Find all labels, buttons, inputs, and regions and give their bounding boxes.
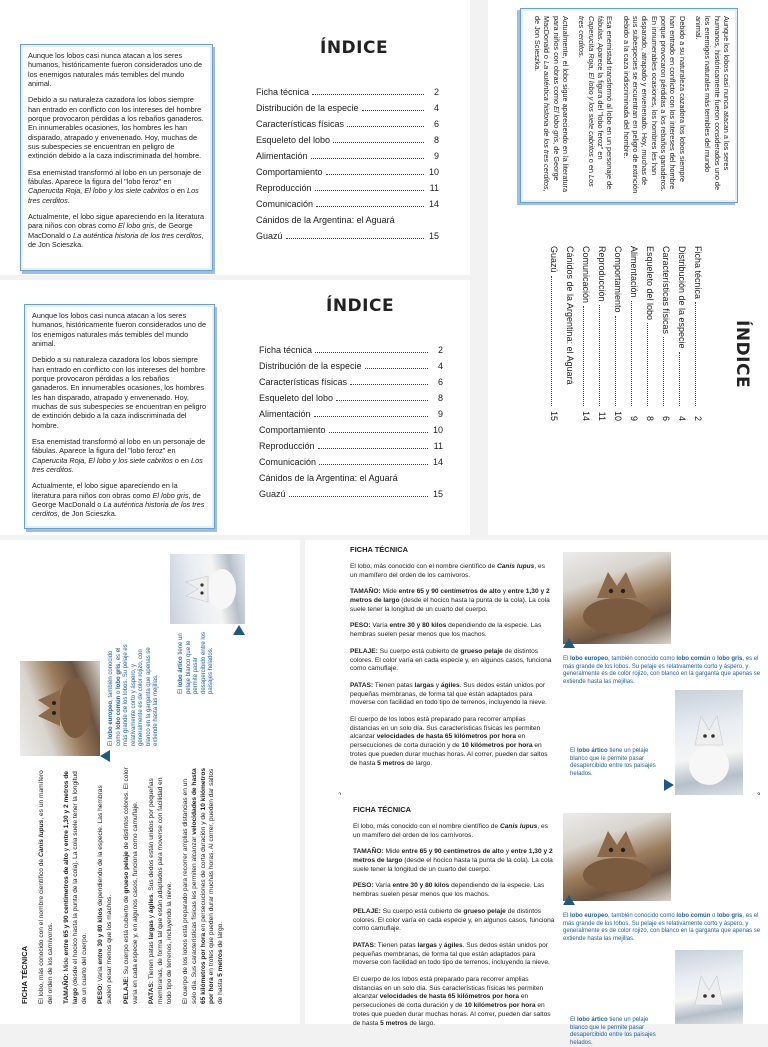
caption-pointer (233, 625, 245, 635)
index-last-row: Guazú 15 (549, 246, 559, 421)
spread-ficha-a (305, 540, 768, 802)
index-row (256, 167, 439, 183)
spread-ficha-b (305, 795, 768, 1046)
ficha-intro: El lobo, más conocido con el nombre científico de Canis lupus, es un mamífero del orden de los carnívoros. (37, 770, 54, 1004)
ficha-text (353, 805, 555, 1036)
index-row (259, 425, 443, 441)
wolf-illustration (675, 950, 743, 1024)
index-row-label: Comportamiento (613, 246, 623, 313)
index-row-page: 10 (432, 425, 443, 435)
intro-p3: Esa enemistad transformó al lobo en un personaje de fábulas. Aparece la figura del "lobo feroz" en Caperucita Roja, El lobo y los siete cabritos o en Los tres cerditos. (577, 16, 615, 190)
index-last-line1: Cánidos de la Argentina: el Aguará (256, 215, 395, 225)
ficha-patas: PATAS: Tienen patas largas y ágiles. Sus dedos están unidos por pequeñas membranas, de forma tal que están adaptados para moverse con facilidad en todo tipo de terrenos, incluyendo la nieve. (350, 681, 547, 707)
index-row-page: 11 (433, 441, 443, 451)
index-row (623, 246, 639, 421)
index-row (256, 135, 439, 151)
wolf-illustration (675, 690, 743, 798)
intro-p2: Debido a su naturaleza cazadora los lobos siempre han entrado en conflicto con los intereses del hombre porque provocaron pérdidas a los rebaños ganaderos. En innumerables ocasiones, los hombres les han disparado, atrapado y envenenado. Hoy, muchas de sus subespecies se encuentran en peligro de extinción debido a la caza indiscriminada del hombre. (28, 95, 204, 161)
index-row (671, 246, 687, 421)
index-row-label: Esqueleto del lobo (256, 135, 331, 145)
index-row-label: Ficha técnica (259, 345, 313, 355)
ficha-patas: PATAS: Tienen patas largas y ágiles. Sus dedos están unidos por pequeñas membranas, de forma tal que están adaptados para moverse con facilidad en todo tipo de terrenos, incluyendo la nieve. (148, 777, 173, 1004)
index-row-label: Distribución de la especie (259, 361, 362, 371)
index-row-page: 8 (437, 393, 443, 403)
index-row-label: Características físicas (256, 119, 345, 129)
index-row-label: Esqueleto del lobo (259, 393, 334, 403)
caption-pointer (563, 895, 575, 905)
index-row (256, 199, 439, 215)
index-row (256, 87, 439, 103)
ficha-intro: El lobo, más conocido con el nombre científico de Canis lupus, es un mamífero del orden de los carnívoros. (350, 562, 545, 579)
index-row (259, 345, 443, 361)
index-row (259, 409, 443, 425)
index-row-label: Esqueleto del lobo (645, 246, 655, 321)
ficha-title: FICHA TÉCNICA (350, 545, 409, 554)
ficha-tamano: TAMAÑO: Mide entre 65 y 90 centímetros de alto y entre 1,30 y 2 metros de largo (desde el hocico hasta la punta de la cola). La cola suele tener la longitud de un cuarto del cuerpo. (63, 771, 88, 1004)
index-items (259, 345, 443, 473)
ficha-title: FICHA TÉCNICA (353, 805, 412, 814)
intro-p3: Esa enemistad transformó al lobo en un personaje de fábulas. Aparece la figura del "lobo feroz" en Caperucita Roja, El lobo y los siete cabritos o en Los tres cerditos. (28, 167, 202, 205)
european-wolf-photo (20, 661, 100, 756)
index-row-label: Comunicación (259, 457, 317, 467)
index-row (655, 246, 671, 421)
index-row (256, 103, 439, 119)
arctic-wolf-photo (675, 690, 743, 798)
index-row-label: Reproducción (597, 246, 607, 302)
intro-p1: Aunque los lobos casi nunca atacan a los seres humanos, históricamente fueron considerados uno de los enemigos naturales más temibles del mundo animal. (694, 16, 731, 191)
ficha-cuerpo: El cuerpo de los lobos está preparado para recorrer amplias distancias en un solo día. Sus características físicas les permiten alcanzar velocidades de hasta 65 kilómetros por hora en persecuciones de corta duración y de 10 kilómetros por hora en trotes que pueden durar muchas horas. Al correr, pueden dar saltos de hasta 5 metros de largo. (353, 976, 551, 1027)
arctic-wolf-caption: El lobo ártico tiene un pelaje blanco que le permite pasar desapercibido entre los paisajes helados. (570, 748, 656, 777)
index-last-row: Guazú 15 (256, 231, 439, 241)
index-title: ÍNDICE (732, 320, 752, 389)
index-row (591, 246, 607, 421)
ficha-peso: PESO: Varía entre 30 y 80 kilos dependiendo de la especie. Las hembras suelen pesar menos que los machos. (350, 622, 542, 639)
index-row (607, 246, 623, 421)
european-wolf-photo (563, 813, 671, 901)
european-wolf-caption: El lobo europeo, también conocido como lobo común o lobo gris, es el más grande de los lobos. Su pelaje es relativamente corto y áspero, y generalmente es de color rojizo, con blanco en la garganta que apenas se extiende hasta las mejillas. (108, 644, 159, 746)
index-row (575, 246, 591, 421)
wolf-illustration (20, 661, 100, 756)
arctic-wolf-photo (170, 554, 245, 624)
index-row (259, 393, 443, 409)
intro-box (520, 8, 738, 203)
ficha-tamano: TAMAÑO: Mide entre 65 y 90 centímetros de alto y entre 1,30 y 2 metros de largo (desde el hocico hasta la punta de la cola). La cola suele tener la longitud de un cuarto del cuerpo. (353, 848, 553, 873)
index-row-page: 2 (437, 345, 443, 355)
index-row-page: 6 (437, 377, 443, 387)
index-row (256, 119, 439, 135)
spread-intro-index-rotated (488, 0, 768, 535)
index-title: ÍNDICE (320, 38, 389, 58)
european-wolf-caption: El lobo europeo, también conocido como lobo común o lobo gris, es el más grande de los lobos. Su pelaje es relativamente corto y áspero, y generalmente es de color rojizo, con blanco en la garganta que apenas se extiende hasta las mejillas. (563, 656, 761, 685)
rotated-ficha (0, 540, 300, 1024)
index-last-line1: Cánidos de la Argentina: el Aguará (565, 246, 575, 385)
spread-intro-index-a (0, 0, 470, 275)
index-row (259, 441, 443, 457)
index-row-page: 14 (581, 410, 591, 421)
index-row-label: Ficha técnica (693, 246, 703, 300)
index-row-page: 8 (433, 135, 439, 145)
index-row-label: Características físicas (661, 246, 671, 335)
intro-p4: Actualmente, el lobo sigue apareciendo en la literatura para niños con obras como El lobo gris, de George MacDonald o La auténtica historia de los tres cerditos, de Jon Scieszka. (533, 16, 571, 193)
intro-box (24, 304, 215, 529)
index-title: ÍNDICE (326, 296, 395, 316)
caption-pointer (100, 750, 110, 762)
index-list (543, 246, 703, 421)
index-row (639, 246, 655, 421)
index-row-page: 4 (677, 415, 687, 421)
arctic-wolf-caption: El lobo ártico tiene un pelaje blanco que le permite pasar desapercibido entre los paisajes helados. (178, 631, 214, 694)
intro-box (20, 44, 213, 271)
ficha-pelaje: PELAJE: Su cuerpo está cubierto de grueso pelaje de distintos colores. El color varía en cada especie y, en algunos casos, funciona como camuflaje. (353, 907, 555, 933)
index-row-page: 9 (433, 151, 439, 161)
index-row-label: Ficha técnica (256, 87, 310, 97)
index-row-page: 8 (645, 415, 655, 421)
index-items (575, 246, 703, 421)
wolf-illustration (563, 813, 671, 901)
index-row-page: 10 (613, 410, 623, 421)
ficha-pelaje: PELAJE: Su cuerpo está cubierto de grueso pelaje de distintos colores. El color varía en cada especie y, en algunos casos, funciona como camuflaje. (122, 767, 139, 1004)
european-wolf-caption: El lobo europeo, también conocido como lobo común o lobo gris, es el más grande de los lobos. Su pelaje es relativamente corto y áspero, y generalmente es de color rojizo, con blanco en la garganta que apenas se extiende hasta las mejillas. (563, 913, 761, 942)
intro-p2: Debido a su naturaleza cazadora los lobos siempre han entrado en conflicto con los intereses del hombre porque provocaron pérdidas a los rebaños ganaderos. En innumerables ocasiones, los hombres les han disparado, atrapado y envenenado. Hoy, muchas de sus subespecies se encuentran en peligro de extinción debido a la caza indiscriminada del hombre. (621, 16, 687, 194)
index-row-label: Comunicación (256, 199, 314, 209)
index-row-page: 2 (693, 415, 703, 421)
index-row-label: Reproducción (259, 441, 315, 451)
index-row (256, 151, 439, 167)
intro-p3: Esa enemistad transformó al lobo en un personaje de fábulas. Aparece la figura del "lobo feroz" en Caperucita Roja, El lobo y los siete cabritos o en Los tres cerditos. (32, 436, 206, 474)
index-items (256, 87, 439, 215)
ficha-tamano: TAMAÑO: Mide entre 65 y 90 centímetros de alto y entre 1,30 y 2 metros de largo (desde el hocico hasta la punta de la cola). La cola suele tener la longitud de un cuarto del cuerpo. (350, 588, 550, 613)
index-row-label: Reproducción (256, 183, 312, 193)
ficha-cuerpo: El cuerpo de los lobos está preparado para recorrer amplias distancias en un solo día. Sus características físicas les permiten alcanzar velocidades de hasta 65 kilómetros por hora en persecuciones de corta duración y de 10 kilómetros por hora en trotes que pueden durar muchas horas. Al correr, pueden dar saltos de hasta 5 metros de largo. (350, 716, 548, 767)
index-row-page: 9 (437, 409, 443, 419)
index-list (259, 345, 443, 505)
index-last-line1: Cánidos de la Argentina: el Aguará (259, 473, 398, 483)
intro-p1: Aunque los lobos casi nunca atacan a los seres humanos, históricamente fueron considerados uno de los enemigos naturales más temibles del mundo animal. (28, 51, 203, 88)
ficha-pelaje: PELAJE: Su cuerpo está cubierto de grueso pelaje de distintos colores. El color varía en cada especie y, en algunos casos, funciona como camuflaje. (350, 647, 552, 673)
index-list (256, 87, 439, 247)
index-row-page: 6 (661, 415, 671, 421)
rotated-content (488, 0, 768, 530)
arctic-wolf-photo (675, 950, 743, 1024)
caption-pointer (563, 638, 575, 648)
ficha-patas: PATAS: Tienen patas largas y ágiles. Sus dedos están unidos por pequeñas membranas, de forma tal que están adaptados para moverse con facilidad en todo tipo de terrenos, incluyendo la nieve. (353, 941, 550, 967)
index-row-label: Comportamiento (256, 167, 323, 177)
index-row-label: Alimentación (256, 151, 308, 161)
index-row (256, 183, 439, 199)
index-row (687, 246, 703, 421)
index-row-label: Comportamiento (259, 425, 326, 435)
arctic-wolf-caption: El lobo ártico tiene un pelaje blanco que le permite pasar desapercibido entre los paisajes helados. (570, 1017, 656, 1046)
european-wolf-photo (563, 552, 671, 644)
index-row-page: 2 (433, 87, 439, 97)
index-row-page: 11 (597, 411, 607, 421)
index-row-label: Alimentación (629, 246, 639, 298)
ficha-text (350, 545, 553, 776)
ficha-intro: El lobo, más conocido con el nombre científico de Canis lupus, es un mamífero del orden de los carnívoros. (353, 822, 548, 839)
ficha-peso: PESO: Varía entre 30 y 80 kilos dependiendo de la especie. Las hembras suelen pesar menos que los machos. (97, 785, 114, 1004)
wolf-illustration (563, 552, 671, 644)
intro-p1: Aunque los lobos casi nunca atacan a los seres humanos, históricamente fueron considerados uno de los enemigos naturales más temibles del mundo animal. (32, 311, 207, 348)
index-row-label: Características físicas (259, 377, 348, 387)
ficha-text (20, 766, 234, 1004)
intro-p4: Actualmente, el lobo sigue apareciendo en la literatura para niños con obras como El lobo gris, de George MacDonald o La auténtica historia de los tres cerditos, de Jon Scieszka. (32, 481, 205, 519)
index-row-label: Alimentación (259, 409, 311, 419)
index-row-page: 4 (433, 103, 439, 113)
index-row-page: 14 (428, 199, 439, 209)
index-row-label: Distribución de la especie (677, 246, 687, 349)
index-row-label: Distribución de la especie (256, 103, 359, 113)
caption-pointer (664, 779, 674, 791)
index-row (259, 361, 443, 377)
intro-p4: Actualmente, el lobo sigue apareciendo en la literatura para niños con obras como El lobo gris, de George MacDonald o La auténtica historia de los tres cerditos, de Jon Scieszka. (28, 211, 205, 249)
index-row (259, 457, 443, 473)
index-row-page: 6 (433, 119, 439, 129)
index-row (259, 377, 443, 393)
wolf-illustration (170, 554, 245, 624)
index-row-page: 9 (629, 415, 639, 421)
index-last-row: Guazú 15 (259, 489, 443, 499)
index-row-page: 11 (429, 183, 439, 193)
ficha-title: FICHA TÉCNICA (20, 945, 29, 1004)
index-row-page: 14 (432, 457, 443, 467)
ficha-peso: PESO: Varía entre 30 y 80 kilos dependiendo de la especie. Las hembras suelen pesar menos que los machos. (353, 882, 545, 899)
spread-intro-index-b (0, 280, 470, 535)
index-row-page: 10 (428, 167, 439, 177)
index-row-page: 4 (437, 361, 443, 371)
spread-ficha-rotated (0, 540, 300, 1024)
intro-p2: Debido a su naturaleza cazadora los lobos siempre han entrado en conflicto con los intereses del hombre porque provocaron pérdidas a los rebaños ganaderos. En innumerables ocasiones, los hombres les han disparado, atrapado y envenenado. Hoy, muchas de sus subespecies se encuentran en peligro de extinción debido a la caza indiscriminada del hombre. (32, 355, 207, 430)
ficha-cuerpo: El cuerpo de los lobos está preparado para recorrer amplias distancias en un solo día. Sus características físicas les permiten alcanzar velocidades de hasta 65 kilómetros por hora en persecuciones de corta duración y de 10 kilómetros por hora en trotes que pueden durar muchas horas. Al correr, pueden dar saltos de hasta 5 metros de largo. (182, 767, 225, 1004)
index-row-label: Comunicación (581, 246, 591, 304)
